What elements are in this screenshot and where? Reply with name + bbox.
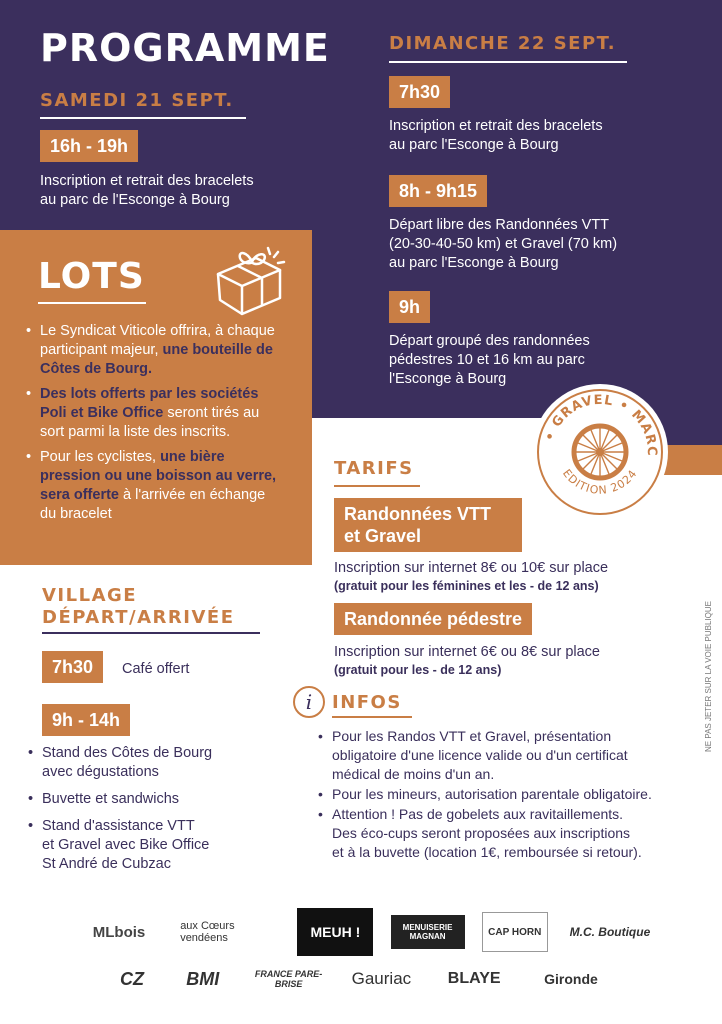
sponsor-logo: CAP HORN xyxy=(482,912,548,952)
lots-item-bold: une bouteille de Côtes de Bourg. xyxy=(40,342,273,377)
page-title: PROGRAMME xyxy=(40,26,330,70)
infos-item-line: Des éco-cups seront proposées aux inscriptions xyxy=(332,825,631,841)
infos-item-line: • Pour les mineurs, autorisation parentale obligatoire. xyxy=(332,786,652,802)
village-item xyxy=(28,790,288,809)
lots-item xyxy=(26,448,278,524)
tarif-vtt-label-line: et Gravel xyxy=(344,526,422,546)
village-item-line: • Buvette et sandwichs xyxy=(42,791,180,807)
info-icon: i xyxy=(293,686,325,718)
wheel-icon xyxy=(574,426,626,478)
village-item-line: St André de Cubzac xyxy=(42,856,171,872)
lots-item-bold: une bière pression ou une boisson au verre, sera offerte xyxy=(40,449,277,503)
lots-item-text: seront tirés au sort parmi la liste des inscrits. xyxy=(40,405,260,440)
infos-item-line: • Attention ! Pas de gobelets aux ravitaillements. xyxy=(332,806,624,822)
sunday-slot-time: 8h - 9h15 xyxy=(389,175,487,207)
village-item xyxy=(28,744,288,782)
sponsor-logo: Gironde xyxy=(544,971,598,987)
sponsor-logo: Gauriac xyxy=(351,969,412,988)
village-heading xyxy=(42,585,234,629)
sunday-slot-line: l'Esconge à Bourg xyxy=(389,371,507,387)
sunday-slot-text xyxy=(389,332,590,389)
village-item-line: avec dégustations xyxy=(42,764,159,780)
infos-item-line: • Pour les Randos VTT et Gravel, présentation xyxy=(332,728,612,744)
gift-icon xyxy=(208,244,294,318)
infos-item-line: médical de moins d'un an. xyxy=(332,766,495,782)
sponsors-row xyxy=(112,960,612,998)
sponsor-logo: MLbois xyxy=(92,923,146,941)
infos-item xyxy=(318,805,698,862)
infos-item-line: et à la buvette (location 1€, remboursée si retour). xyxy=(332,844,642,860)
village-heading-line: DÉPART/ARRIVÉE xyxy=(42,607,235,628)
saturday-text-line: au parc de l'Esconge à Bourg xyxy=(40,192,230,208)
tarif-walk-label: Randonnée pédestre xyxy=(334,603,532,635)
lots-item xyxy=(26,385,278,442)
sunday-slot-line: au parc l'Esconge à Bourg xyxy=(389,137,559,153)
lots-item-text: Pour les cyclistes, xyxy=(40,449,161,465)
saturday-time-tag: 16h - 19h xyxy=(40,130,138,162)
tarif-vtt-price: Inscription sur internet 8€ ou 10€ sur place xyxy=(334,560,609,576)
tarif-vtt-label xyxy=(334,498,522,552)
sponsor-logo: BMI xyxy=(186,968,220,989)
saturday-rule xyxy=(40,117,246,119)
side-note xyxy=(704,572,718,752)
infos-item-line: obligatoire d'une licence valide ou d'un certificat xyxy=(332,747,628,763)
badge-top-text: • GRAVEL • MARC xyxy=(542,392,660,457)
saturday-text xyxy=(40,172,254,210)
sunday-rule xyxy=(389,61,627,63)
tarif-vtt-note: (gratuit pour les féminines et les - de 12 ans) xyxy=(334,579,599,593)
lots-item-text: à l'arrivée en échange du bracelet xyxy=(40,487,266,522)
sponsor-logo: BLAYE xyxy=(447,970,501,987)
sunday-slot-text xyxy=(389,216,617,273)
side-note-text: NE PAS JETER SUR LA VOIE PUBLIQUE xyxy=(704,600,713,752)
sponsor-logo: M.C. Boutique xyxy=(569,925,651,939)
sunday-slot-line: Départ libre des Randonnées VTT xyxy=(389,217,610,233)
village-rule xyxy=(42,632,260,634)
sunday-slot-line: (20-30-40-50 km) et Gravel (70 km) xyxy=(389,236,618,252)
infos-rule xyxy=(332,716,412,718)
sunday-slot-line: Inscription et retrait des bracelets xyxy=(389,118,603,134)
village-slot-time: 7h30 xyxy=(42,651,103,683)
lots-item-bold: Des lots offerts par les sociétés Poli et Bike Office xyxy=(40,386,259,421)
sponsors-row xyxy=(75,908,655,956)
tarif-vtt-label-line: Randonnées VTT xyxy=(344,504,492,524)
saturday-text-line: Inscription et retrait des bracelets xyxy=(40,173,254,189)
village-item-line: et Gravel avec Bike Office xyxy=(42,837,210,853)
tarifs-rule xyxy=(334,485,420,487)
badge-bottom-text: EDITION 2024 xyxy=(560,466,640,497)
sunday-slot-line: Départ groupé des randonnées xyxy=(389,333,590,349)
edition-badge xyxy=(530,382,670,522)
village-item xyxy=(28,817,288,874)
sunday-slot-text xyxy=(389,117,603,155)
village-slot-text: Café offert xyxy=(122,661,190,677)
sunday-slot-time: 7h30 xyxy=(389,76,450,108)
sponsor-logo: MEUH ! xyxy=(297,908,373,956)
sunday-slot-line: pédestres 10 et 16 km au parc xyxy=(389,352,585,368)
sponsor-logo: FRANCE PARE-BRISE xyxy=(254,969,323,989)
sponsor-logo: CZ xyxy=(120,968,144,989)
village-item-line: • Stand des Côtes de Bourg xyxy=(42,745,213,761)
lots-item xyxy=(26,322,278,379)
lots-heading: LOTS xyxy=(38,256,145,297)
sunday-slot-time: 9h xyxy=(389,291,430,323)
infos-list xyxy=(318,727,698,868)
village-heading-line: VILLAGE xyxy=(42,585,138,606)
tarifs-heading: TARIFS xyxy=(334,458,414,479)
village-list xyxy=(28,744,288,880)
village-item-line: • Stand d'assistance VTT xyxy=(42,818,195,834)
lots-rule xyxy=(38,302,146,304)
lots-list xyxy=(26,322,278,530)
sunday-slot-line: au parc l'Esconge à Bourg xyxy=(389,255,559,271)
infos-item xyxy=(318,785,698,804)
infos-item xyxy=(318,727,698,784)
village-slot-time: 9h - 14h xyxy=(42,704,130,736)
sponsor-logo: MENUISERIE MAGNAN xyxy=(391,915,465,949)
sunday-heading: DIMANCHE 22 SEPT. xyxy=(389,33,617,54)
saturday-heading: SAMEDI 21 SEPT. xyxy=(40,90,234,111)
infos-heading: INFOS xyxy=(332,692,402,713)
sponsor-logo: aux Cœurs vendéens xyxy=(180,920,235,944)
tarif-walk-price: Inscription sur internet 6€ ou 8€ sur place xyxy=(334,644,600,660)
lots-item-text: Le Syndicat Viticole offrira, à chaque participant majeur, xyxy=(40,323,275,358)
tarif-walk-note: (gratuit pour les - de 12 ans) xyxy=(334,663,502,677)
